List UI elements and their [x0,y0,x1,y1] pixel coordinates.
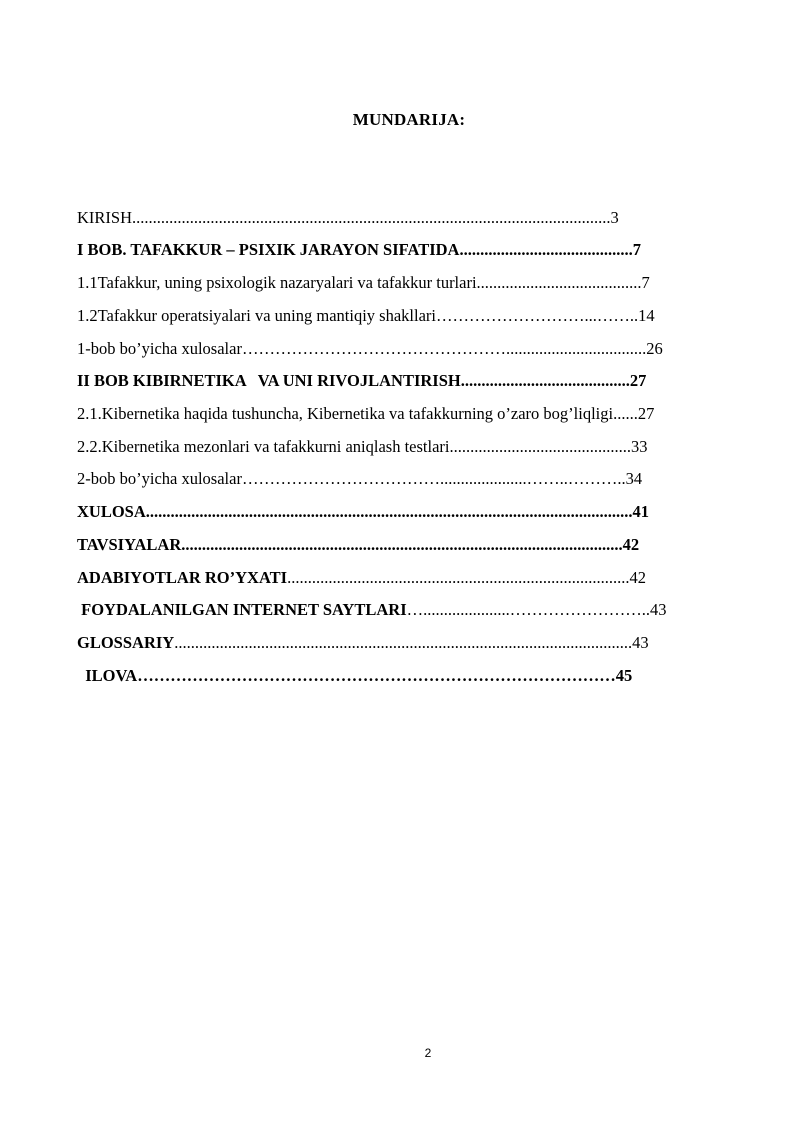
toc-entry-section-1-1 [77,270,650,296]
toc-entry-xulosa [77,499,649,525]
toc-entry-text: TAVSIYALAR [77,535,182,554]
toc-entry-page: 33 [631,437,648,456]
toc-entry-text: KIRISH [77,208,133,227]
toc-entry-leader: ........................................ [476,273,642,292]
toc-entry-text: ADABIYOTLAR RO’YXATI [77,568,288,587]
toc-entry-leader: ….....................…………………….. [406,600,650,619]
toc-entry-adabiyotlar [77,565,646,591]
toc-entry-text: 1.2Tafakkur operatsiyalari va uning mantiqiy shakllari [77,306,436,325]
toc-entry-leader: ........................................................................................................... [181,535,623,554]
toc-entry-tavsiyalar [77,532,639,558]
toc-entry-page: 7 [632,240,641,259]
toc-entry-leader: ………………………...…….. [436,306,639,325]
toc-entry-page: 14 [638,306,655,325]
toc-entry-text: I BOB. TAFAKKUR – PSIXIK JARAYON SIFATIDA [77,240,460,259]
toc-entry-chapter-2 [77,368,646,394]
toc-entry-chapter-1-conclusions [77,336,663,362]
toc-entry-page: 42 [622,535,640,554]
toc-entry-page: 43 [632,633,649,652]
toc-entry-leader: ......................................... [460,371,630,390]
toc-entry-text: FOYDALANILGAN INTERNET SAYTLARI [77,600,407,619]
toc-entry-leader: ................................................................................... [287,568,630,587]
toc-entry-text: II BOB KIBIRNETIKA VA UNI RIVOJLANTIRISH [77,371,461,390]
toc-entry-internet-saytlari [77,597,667,623]
page-number: 2 [424,1046,432,1060]
toc-entry-text: 2.2.Kibernetika mezonlari va tafakkurni aniqlash testlari [77,437,450,456]
toc-entry-leader: ...................................................................................................................... [145,502,633,521]
toc-entry-page: 27 [629,371,647,390]
toc-entry-page: 41 [632,502,650,521]
toc-entry-leader: .......................................... [459,240,633,259]
toc-entry-page: 7 [641,273,650,292]
toc-entry-page: 27 [637,404,655,423]
toc-entry-page: 26 [646,339,663,358]
toc-entry-leader: ...... [613,404,638,423]
page-title: MUNDARIJA: [352,110,466,129]
toc-entry-leader: ……………………………….....................……..……….. [241,469,626,488]
toc-entry-page: 34 [625,469,643,488]
toc-entry-kirish [77,205,619,231]
toc-entry-text: 1.1Tafakkur, uning psixologik nazaryalari va tafakkur turlari [77,273,477,292]
toc-entry-page: 43 [650,600,667,619]
toc-entry-leader: …………………………………………………………………………… [137,666,616,685]
toc-entry-leader: ………………………………………….................................. [241,339,647,358]
toc-entry-leader: ............................................................................................................... [174,633,633,652]
toc-entry-section-2-1 [77,401,654,427]
toc-entry-glossariy [77,630,649,656]
toc-entry-chapter-1 [77,237,641,263]
toc-entry-leader: .................................................................................................................... [132,208,611,227]
toc-entry-ilova [77,663,632,689]
toc-entry-text: ILOVA [77,666,138,685]
toc-entry-text: XULOSA [77,502,146,521]
toc-entry-text: 1-bob bo’yicha xulosalar [77,339,242,358]
toc-entry-page: 45 [615,666,633,685]
toc-entry-page: 42 [629,568,646,587]
toc-entry-chapter-2-conclusions [77,466,642,492]
toc-entry-text: GLOSSARIY [77,633,175,652]
toc-entry-text: 2-bob bo’yicha xulosalar [77,469,242,488]
toc-entry-page: 3 [610,208,619,227]
toc-entry-section-2-2 [77,434,648,460]
toc-entry-leader: ............................................ [449,437,631,456]
toc-entry-text: 2.1.Kibernetika haqida tushuncha, Kibernetika va tafakkurning o’zaro bog’liqligi [77,404,614,423]
toc-entry-section-1-2 [77,303,655,329]
